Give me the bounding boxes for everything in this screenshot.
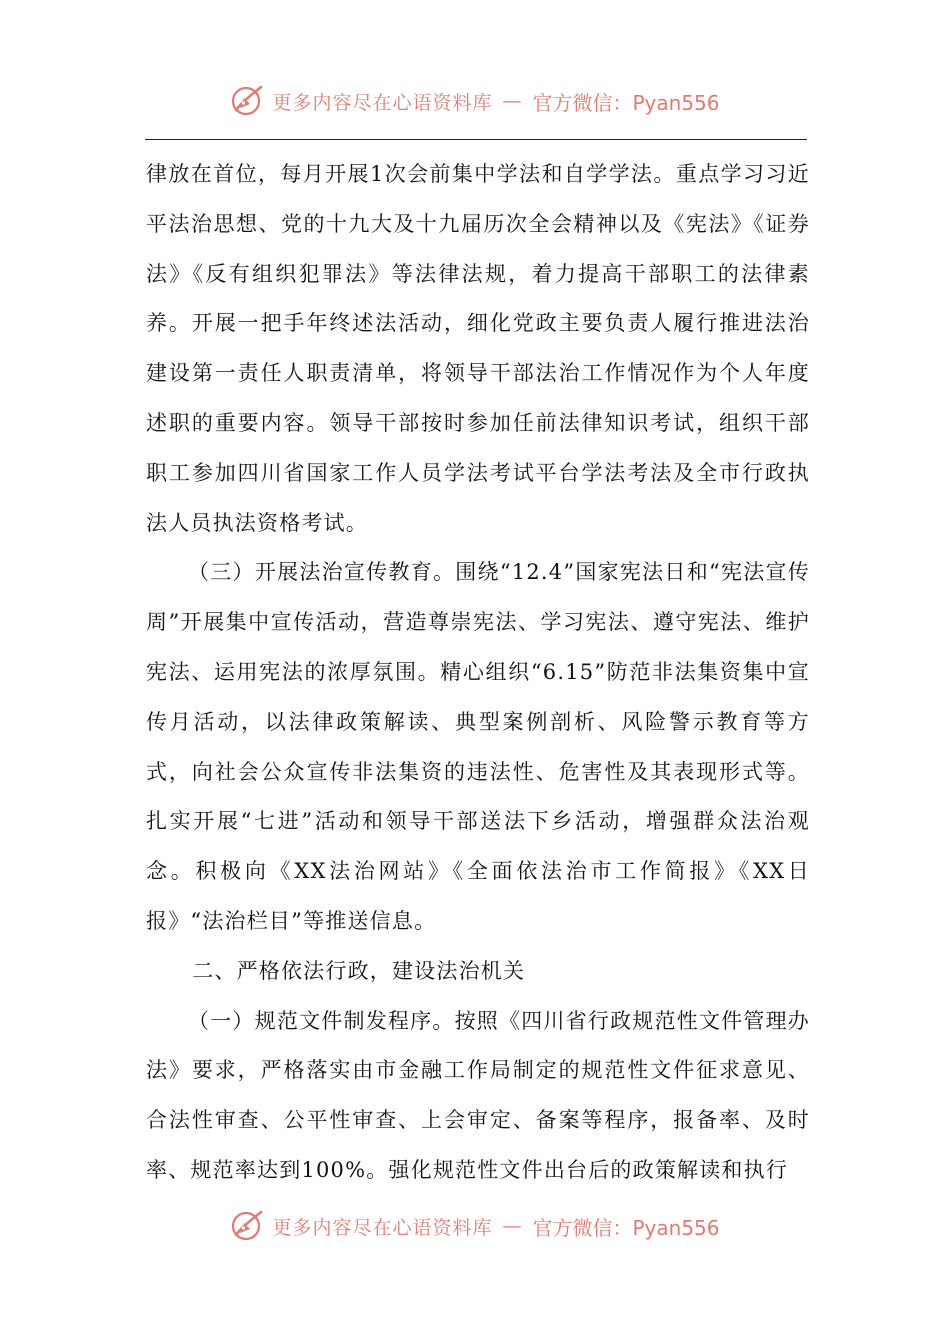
header-divider: [145, 139, 807, 140]
header-brand-text: 更多内容尽在心语资料库: [272, 91, 493, 114]
footer-brand-text: 更多内容尽在心语资料库: [272, 1216, 493, 1239]
paragraph-2: （三）开展法治宣传教育。围绕“12.4”国家宪法日和“宪法宣传周”开展集中宣传活动，营造尊崇宪法、学习宪法、遵守宪法、维护宪法、运用宪法的浓厚氛围。精心组织“6.15”防范非法集资集中宣传月活动，以法律政策解读、典型案例剖析、风险警示教育等方式，向社会公众宣传非法集资的违法性、危害性及其表现形式等。扎实开展“七进”活动和领导干部送法下乡活动，增强群众法治观念。积极向《XX法治网站》《全面依法治市工作简报》《XX日报》“法治栏目”等推送信息。: [146, 560, 810, 933]
pen-logo-icon: [230, 1209, 264, 1243]
footer-brand: [230, 1209, 719, 1243]
header-brand: [230, 84, 719, 118]
footer-wechat: 官方微信：Pyan556: [532, 1215, 720, 1240]
paragraph-3: （一）规范文件制发程序。按照《四川省行政规范性文件管理办法》要求，严格落实由市金融工作局制定的规范性文件征求意见、合法性审查、公平性审查、上会审定、备案等程序，报备率、及时率、规范率达到100%。强化规范性文件出台后的政策解读和执行: [146, 1008, 810, 1182]
paragraph-1: 律放在首位，每月开展1次会前集中学法和自学学法。重点学习习近平法治思想、党的十九大及十九届历次全会精神以及《宪法》《证券法》《反有组织犯罪法》等法律法规，着力提高干部职工的法律素养。开展一把手年终述法活动，细化党政主要负责人履行推进法治建设第一责任人职责清单，将领导干部法治工作情况作为个人年度述职的重要内容。领导干部按时参加任前法律知识考试，组织干部职工参加四川省国家工作人员学法考试平台学法考法及全市行政执法人员执法资格考试。: [146, 162, 810, 535]
page-footer: [0, 1209, 950, 1249]
footer-separator: —: [502, 1215, 523, 1237]
section-heading: 二、严格依法行政，建设法治机关: [192, 958, 526, 983]
header-wechat: 官方微信：Pyan556: [532, 90, 720, 115]
document-body: [146, 150, 810, 1196]
pen-logo-icon: [230, 84, 264, 118]
page-header: [0, 84, 950, 124]
header-separator: —: [502, 90, 523, 112]
